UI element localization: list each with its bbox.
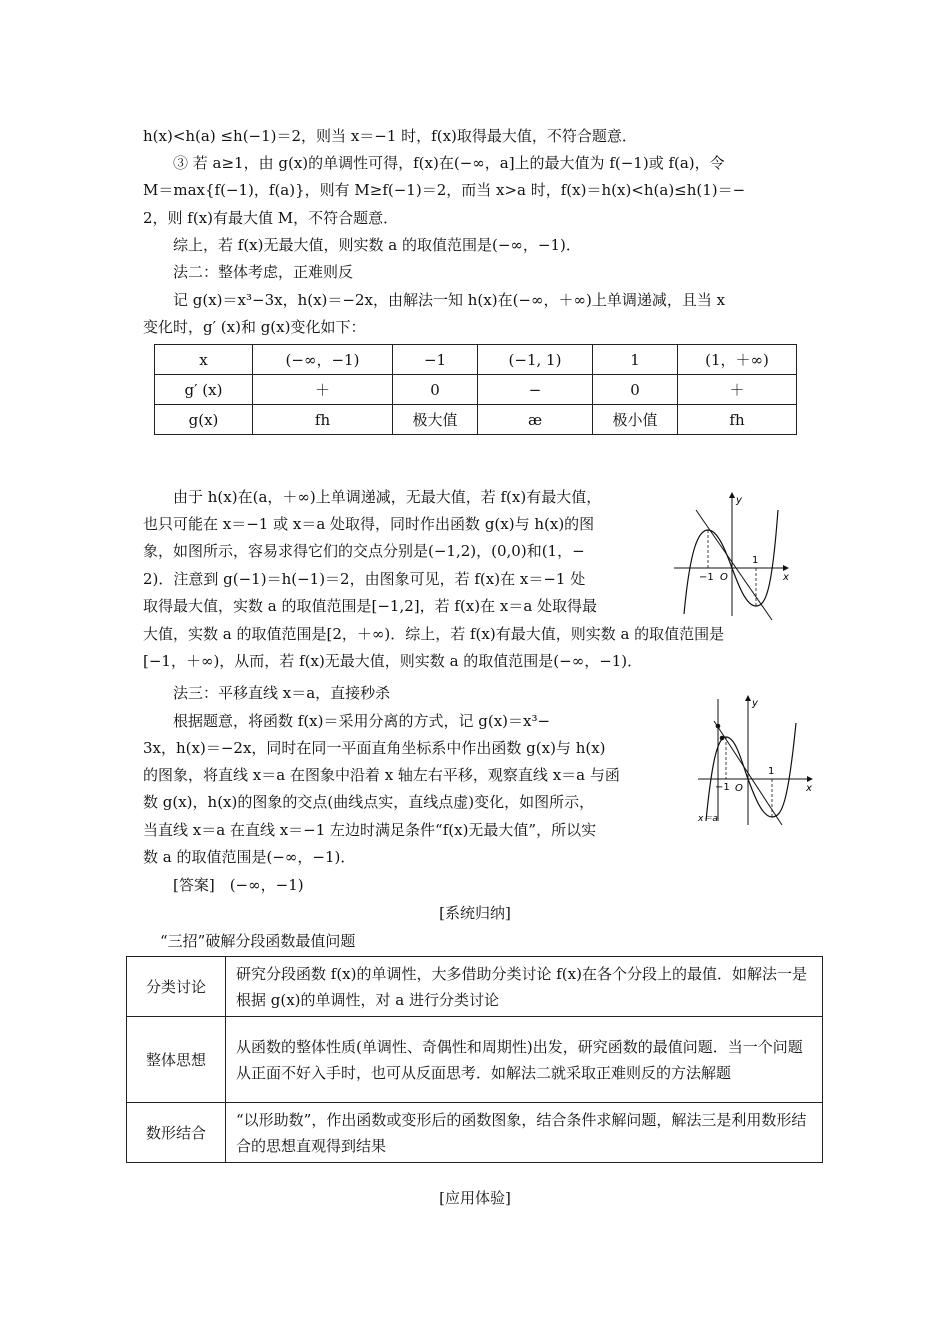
tick-label: 1 <box>752 555 759 566</box>
table-row <box>155 405 797 435</box>
text-line: 取得最大值，实数 a 的取值范围是[−1,2]，若 f(x)在 x＝a 处取得最 <box>143 597 598 615</box>
section-subtitle: “三招”破解分段函数最值问题 <box>160 932 356 950</box>
table-cell: æ <box>478 405 593 435</box>
table-cell: 整体思想 <box>127 1017 226 1103</box>
text-line: 的图象，将直线 x＝a 在图象中沿着 x 轴左右平移，观察直线 x＝a 与函 <box>143 766 620 784</box>
table-cell: 0 <box>393 375 478 405</box>
text-line: 也只可能在 x＝−1 或 x＝a 处取得，同时作出函数 g(x)与 h(x)的图 <box>143 515 595 533</box>
table-row <box>127 1017 823 1103</box>
answer-line: [答案] (−∞，−1) <box>143 876 304 894</box>
text-line: 2)．注意到 g(−1)＝h(−1)＝2，由图象可见，若 f(x)在 x＝−1 处 <box>143 570 586 588</box>
table-cell: (−∞，−1) <box>253 345 393 375</box>
axis-label: y <box>752 698 758 709</box>
axis-label: x <box>806 783 812 794</box>
origin-label: O <box>720 572 728 583</box>
table-row <box>155 345 797 375</box>
line-h <box>696 510 772 620</box>
table-cell: 1 <box>593 345 678 375</box>
table-row <box>127 1103 823 1163</box>
table-cell: fh <box>253 405 393 435</box>
text-line: 根据题意，将函数 f(x)＝采用分离的方式，记 g(x)＝x³− <box>143 712 551 730</box>
table-cell: g′ (x) <box>155 375 253 405</box>
table-cell: g(x) <box>155 405 253 435</box>
table-row <box>155 375 797 405</box>
section-heading: [系统归纳] <box>439 904 511 922</box>
text-line: M＝max{f(−1)，f(a)}，则有 M≥f(−1)＝2，而当 x>a 时，f(x)＝h(x)<h(a)≤h(1)＝− <box>143 181 746 199</box>
table-cell: ＋ <box>678 375 797 405</box>
text-line: 法二：整体考虑，正难则反 <box>143 263 354 281</box>
intersection-point <box>720 736 725 741</box>
table-cell: “以形助数”，作出函数或变形后的函数图象，结合条件求解问题，解法三是利用数形结合的思想直观得到结果 <box>226 1103 823 1163</box>
table-cell: (1，＋∞) <box>678 345 797 375</box>
text-line: 2，则 f(x)有最大值 M，不符合题意． <box>143 209 399 227</box>
table-cell: 极小值 <box>593 405 678 435</box>
text-line: 象，如图所示，容易求得它们的交点分别是(−1,2)，(0,0)和(1，− <box>143 542 585 560</box>
text-line: 综上，若 f(x)无最大值，则实数 a 的取值范围是(−∞，−1)． <box>143 236 581 254</box>
text-line: ③ 若 a≥1，由 g(x)的单调性可得，f(x)在(−∞，a]上的最大值为 f(−1)或 f(a)，令 <box>143 154 725 172</box>
table-row <box>127 957 823 1017</box>
table-cell: −1 <box>393 345 478 375</box>
curve-g <box>706 723 796 821</box>
text-line: 当直线 x＝a 在直线 x＝−1 左边时满足条件“f(x)无最大值”，所以实 <box>143 821 597 839</box>
text-line: 数 g(x)，h(x)的图象的交点(曲线点实，直线点虚)变化，如图所示， <box>143 793 595 811</box>
intersection-point <box>716 724 721 729</box>
text-line: [−1，＋∞)，从而，若 f(x)无最大值，则实数 a 的取值范围是(−∞，−1)． <box>143 652 643 670</box>
table-cell: 数形结合 <box>127 1103 226 1163</box>
text-line: 3x，h(x)＝−2x，同时在同一平面直角坐标系中作出函数 g(x)与 h(x) <box>143 739 606 757</box>
text-line: 变化时，g′ (x)和 g(x)变化如下： <box>143 318 366 336</box>
table-cell: 从函数的整体性质(单调性、奇偶性和周期性)出发，研究函数的最值问题．当一个问题从正面不好入手时，也可从反面思考．如解法二就采取正难则反的方法解题 <box>226 1017 823 1103</box>
table-cell: ＋ <box>253 375 393 405</box>
table-cell: 0 <box>593 375 678 405</box>
line-label: x＝a <box>698 814 718 824</box>
summary-table <box>126 956 823 1163</box>
table-cell: x <box>155 345 253 375</box>
text-line: 记 g(x)＝x³−3x，h(x)＝−2x，由解法一知 h(x)在(−∞，＋∞)上单调递减，且当 x <box>143 291 726 309</box>
table-cell: 研究分段函数 f(x)的单调性，大多借助分类讨论 f(x)在各个分段上的最值．如解法一是根据 g(x)的单调性，对 a 进行分类讨论 <box>226 957 823 1017</box>
section-heading: [应用体验] <box>439 1189 511 1207</box>
tick-label: −1 <box>715 782 730 793</box>
text-line: 法三：平移直线 x＝a，直接秒杀 <box>143 684 391 702</box>
text-line: 大值，实数 a 的取值范围是[2，＋∞)．综上，若 f(x)有最大值，则实数 a 的取值范围是 <box>143 625 725 643</box>
variation-table <box>154 344 797 435</box>
text-line: 数 a 的取值范围是(−∞，−1)． <box>143 848 356 866</box>
text-line: h(x)<h(a) ≤h(−1)＝2，则当 x＝−1 时，f(x)取得最大值，不符合题意． <box>143 127 637 145</box>
function-graph-2 <box>696 693 816 828</box>
table-cell: 极大值 <box>393 405 478 435</box>
tick-label: 1 <box>768 766 775 777</box>
text-line: 由于 h(x)在(a，＋∞)上单调递减，无最大值，若 f(x)有最大值， <box>143 488 602 506</box>
table-cell: 分类讨论 <box>127 957 226 1017</box>
table-cell: − <box>478 375 593 405</box>
function-graph-1 <box>672 490 792 620</box>
table-cell: fh <box>678 405 797 435</box>
table-cell: (−1, 1) <box>478 345 593 375</box>
axis-label: y <box>736 495 742 506</box>
tick-label: −1 <box>699 572 714 583</box>
curve-g <box>684 510 778 614</box>
axis-label: x <box>783 572 789 583</box>
origin-label: O <box>735 783 743 794</box>
